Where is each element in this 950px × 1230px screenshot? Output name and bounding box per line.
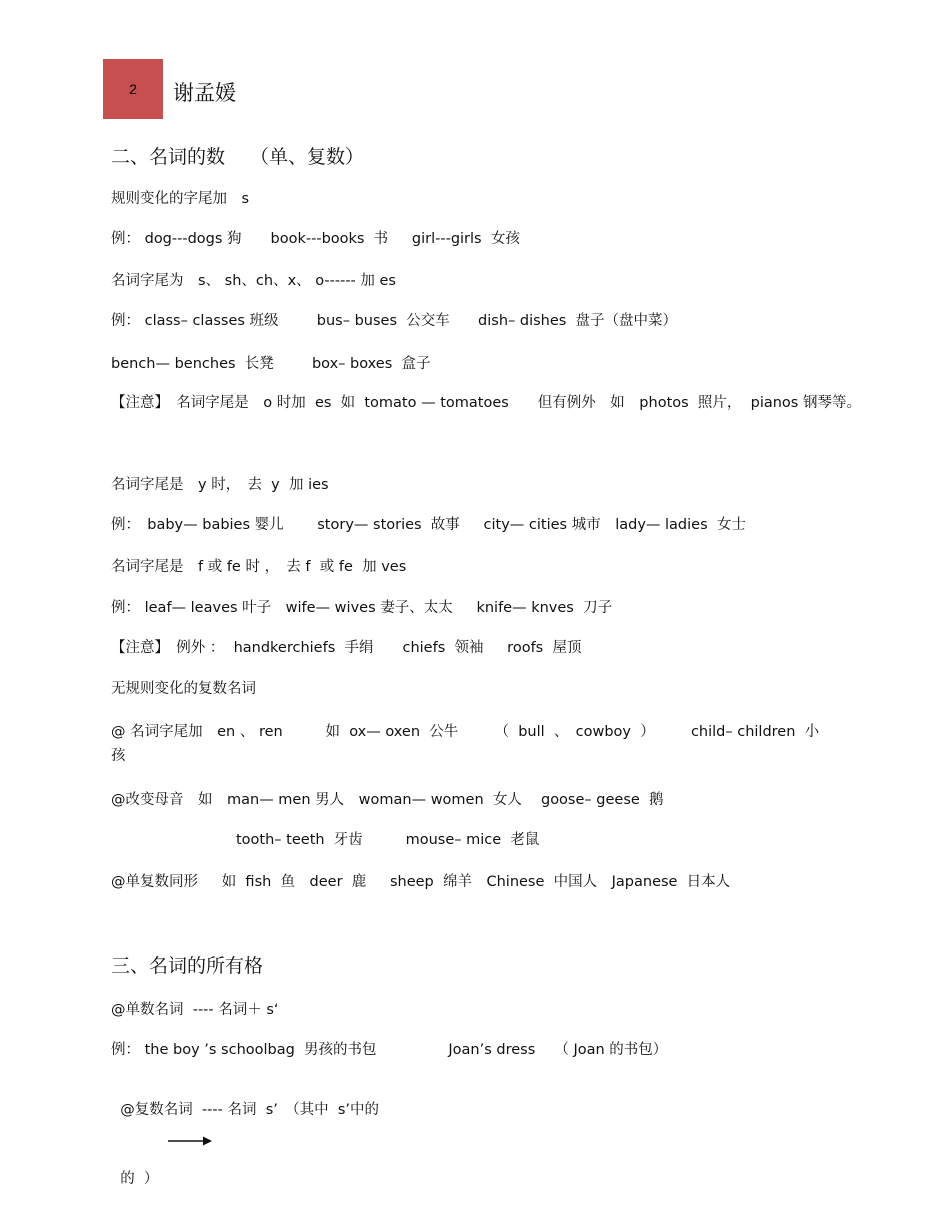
plural-possessive-prefix: @复数名词 ---- 名词 s’ （其中 s’中的 bbox=[120, 1102, 379, 1118]
section-heading-number: 二、名词的数 （单、复数） bbox=[111, 146, 365, 168]
text-line: tooth– teeth 牙齿 mouse– mice 老鼠 bbox=[236, 832, 540, 848]
author-name: 谢孟媛 bbox=[173, 81, 236, 105]
text-line: bench— benches 长凳 box– boxes 盒子 bbox=[111, 356, 431, 372]
text-line: @ 名词字尾加 en 、 ren 如 ox— oxen 公牛 （ bull 、 cowboy ） child– children 小 bbox=[111, 724, 820, 740]
text-line: 名词字尾是 f 或 fe 时 ， 去 f 或 fe 加 ves bbox=[111, 559, 407, 575]
text-line: 名词字尾是 y 时， 去 y 加 ies bbox=[111, 477, 329, 493]
text-line: 孩 bbox=[111, 748, 126, 764]
note-line: 【注意】 名词字尾是 o 时加 es 如 tomato — tomatoes 但有例外 如 photos 照片， pianos 钢琴等。 bbox=[111, 395, 861, 411]
text-line: 例： dog---dogs 狗 book---books 书 girl---girls 女孩 bbox=[111, 231, 520, 247]
page-number-badge: 2 bbox=[103, 59, 163, 119]
text-line: @单复数同形 如 fish 鱼 deer 鹿 sheep 绵羊 Chinese 中国人 Japanese 日本人 bbox=[111, 874, 731, 890]
note-line: 【注意】 例外 ： handkerchiefs 手绢 chiefs 领袖 roofs 屋顶 bbox=[111, 640, 582, 656]
right-arrow-icon bbox=[148, 1119, 212, 1167]
plural-possessive-line bbox=[111, 1082, 379, 1188]
text-line: 例： baby— babies 婴儿 story— stories 故事 city— cities 城市 lady— ladies 女士 bbox=[111, 517, 746, 533]
text-line: 无规则变化的复数名词 bbox=[111, 681, 256, 697]
section-heading-possessive: 三、名词的所有格 bbox=[111, 955, 264, 977]
text-line: @单数名词 ---- 名词＋ s‘ bbox=[111, 1002, 279, 1018]
text-line: 例： leaf— leaves 叶子 wife— wives 妻子、太太 knife— knves 刀子 bbox=[111, 600, 613, 616]
plural-possessive-suffix: 的 ） bbox=[120, 1171, 159, 1187]
text-line: 规则变化的字尾加 s bbox=[111, 191, 250, 207]
text-line: 名词字尾为 s、 sh、ch、x、 o------ 加 es bbox=[111, 273, 396, 289]
text-line: 例： the boy ’s schoolbag 男孩的书包 Joan’s dress （ Joan 的书包） bbox=[111, 1042, 668, 1058]
text-line: @改变母音 如 man— men 男人 woman— women 女人 goose– geese 鹅 bbox=[111, 792, 664, 808]
text-line: 例： class– classes 班级 bus– buses 公交车 dish– dishes 盘子（盘中菜） bbox=[111, 313, 678, 329]
